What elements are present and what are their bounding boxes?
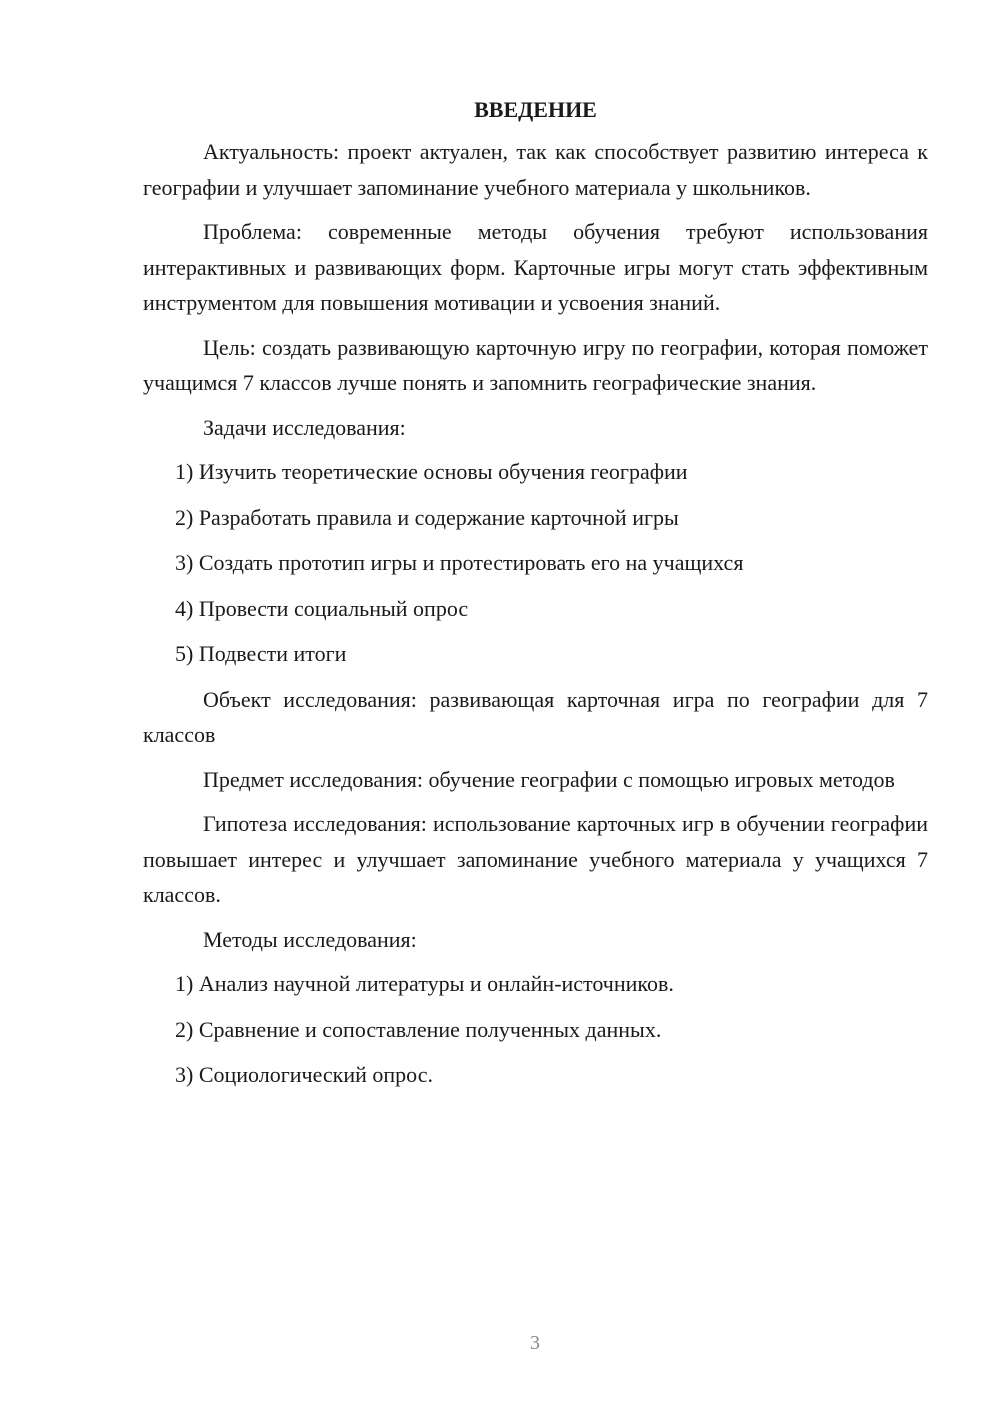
method-item: 3) Социологический опрос. xyxy=(175,1062,433,1087)
paragraph-object: Объект исследования: развивающая карточная игра по географии для 7 классов xyxy=(143,686,928,747)
paragraph-problem: Проблема: современные методы обучения требуют использования интерактивных и развивающих форм. Карточные игры могут стать эффективным инструментом для повышения мотивации и усвоения знаний. xyxy=(143,219,928,315)
paragraph-goal: Цель: создать развивающую карточную игру по географии, которая поможет учащимся 7 классов лучше понять и запомнить географические знания. xyxy=(143,334,928,395)
tasks-heading: Задачи исследования: xyxy=(203,414,406,440)
task-item: 4) Провести социальный опрос xyxy=(175,595,469,621)
paragraph-subject: Предмет исследования: обучение географии с помощью игровых методов xyxy=(203,766,895,792)
methods-heading: Методы исследования: xyxy=(203,926,417,952)
document-page xyxy=(143,92,928,1103)
page-number: 3 xyxy=(530,1332,540,1354)
method-item: 2) Сравнение и сопоставление полученных данных. xyxy=(175,1016,662,1042)
methods-list xyxy=(143,966,928,1093)
tasks-list xyxy=(143,454,928,672)
section-title: ВВЕДЕНИЕ xyxy=(474,97,597,122)
paragraph-relevance: Актуальность: проект актуален, так как способствует развитию интереса к географии и улучшает запоминание учебного материала у школьников. xyxy=(143,139,928,200)
task-item: 1) Изучить теоретические основы обучения географии xyxy=(175,459,688,484)
paragraph-hypothesis: Гипотеза исследования: использование карточных игр в обучении географии повышает интерес и улучшает запоминание учебного материала у учащихся 7 классов. xyxy=(143,811,928,907)
task-item: 2) Разработать правила и содержание карточной игры xyxy=(175,504,679,530)
task-item: 3) Создать прототип игры и протестировать его на учащихся xyxy=(175,550,744,575)
method-item: 1) Анализ научной литературы и онлайн-источников. xyxy=(175,971,674,996)
task-item: 5) Подвести итоги xyxy=(175,641,347,666)
